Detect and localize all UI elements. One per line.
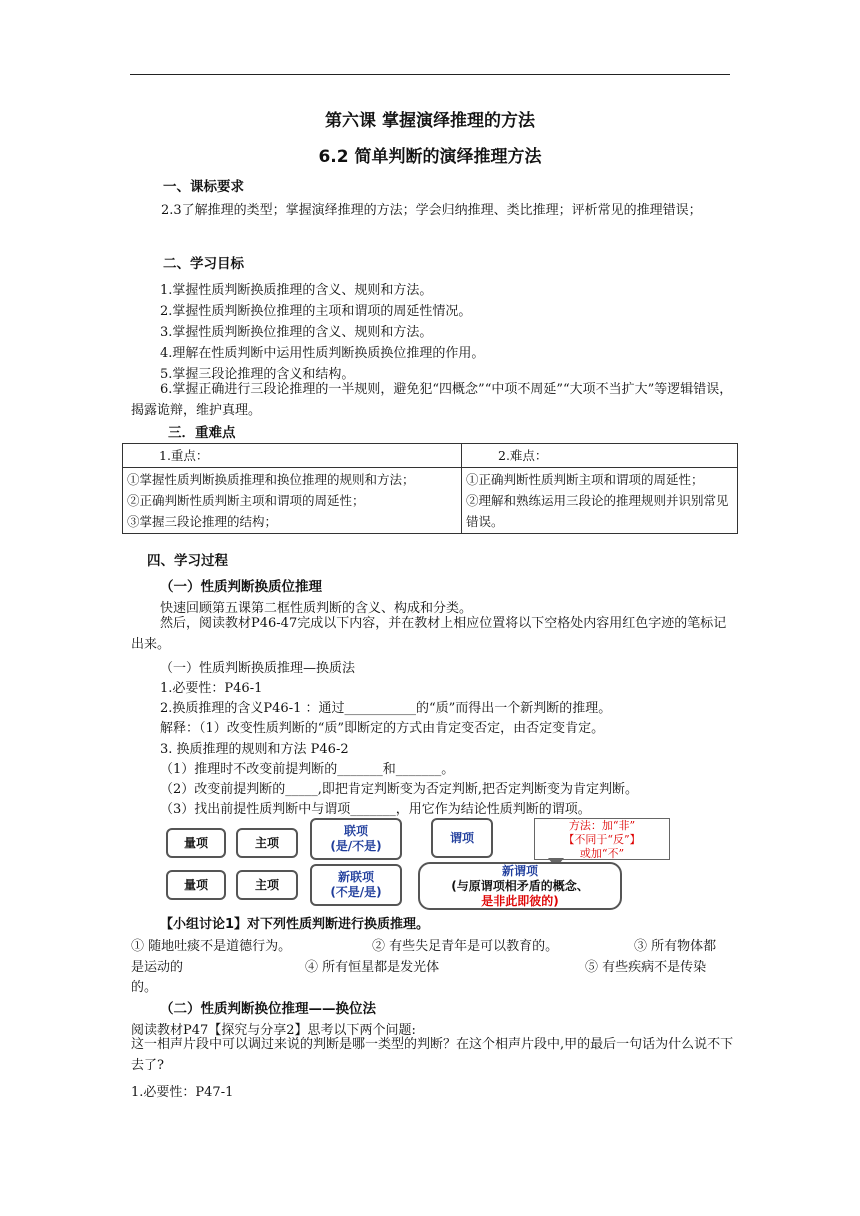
paragraph: 3. 换质推理的规则和方法 P46-2 [160, 742, 349, 757]
new-copula-label: 新联项 [337, 870, 374, 884]
key-point: ①掌握性质判断换质推理和换位推理的规则和方法； [127, 472, 415, 487]
new-copula-box [310, 864, 402, 906]
discussion-title: 【小组讨论1】对下列性质判断进行换质推理。 [160, 917, 430, 932]
page-title: 第六课 掌握演绎推理的方法 [325, 111, 535, 131]
section-heading-3: 三．重难点 [168, 425, 236, 441]
copula-box [310, 818, 402, 860]
new-predicate-desc: (与原谓项相矛盾的概念、 [451, 878, 589, 893]
new-predicate-label: 新谓项 [501, 863, 538, 878]
objective-item: 5.掌握三段论推理的含义和结构。 [160, 367, 355, 382]
key-point: ③掌握三段论推理的结构； [127, 514, 278, 529]
paragraph: 然后，阅读教材P46-47完成以下内容，并在教材上相应位置将以下空格处内容用红色字迹的笔标记出来。 [131, 616, 727, 652]
paragraph: 2.换质推理的含义P46-1 ：通过___________的“质”而得出一个新判断的推理。 [160, 701, 612, 716]
paragraph: 1.必要性：P46-1 [160, 681, 263, 696]
discussion-item: ② 有些失足青年是可以教育的。 [372, 939, 559, 954]
subject-box: 主项 [236, 870, 298, 900]
key-point: ②正确判断性质判断主项和谓项的周延性； [127, 493, 365, 508]
objective-item: 4.理解在性质判断中运用性质判断换质换位推理的作用。 [160, 346, 485, 361]
discussion-item: ① 随地吐痰不是道德行为。 [131, 939, 292, 954]
paragraph: 1.必要性：P47-1 [131, 1085, 234, 1100]
paragraph: （2）改变前提判断的_____,即把肯定判断变为否定判断,把否定判断变为肯定判断。 [160, 782, 639, 797]
quantifier-box: 量项 [166, 828, 226, 858]
new-predicate-desc-2: 是非此即彼的) [481, 893, 559, 908]
discussion-item: 是运动的 [131, 960, 184, 975]
difficulties-cell [462, 468, 738, 534]
paragraph: （一）性质判断换质推理—换质法 [160, 661, 356, 676]
paragraph: （1）推理时不改变前提判断的_______和_______。 [160, 762, 455, 777]
subsection-heading-2: （二）性质判断换位推理——换位法 [160, 1001, 376, 1017]
new-predicate-box [418, 862, 622, 910]
paragraph: 解释：（1）改变性质判断的“质”即断定的方式由肯定变否定，由否定变肯定。 [160, 721, 605, 736]
paragraph: 阅读教材P47【探究与分享2】思考以下两个问题: [131, 1023, 416, 1038]
section-1-text: 2.3了解推理的类型；掌握演绎推理的方法；学会归纳推理、类比推理；评析常见的推理错误； [161, 203, 702, 218]
subject-box: 主项 [236, 828, 298, 858]
discussion-item: ③ 所有物体都 [634, 939, 717, 954]
method-note-line: 【不同于“反”】 [563, 833, 641, 846]
new-copula-values: (不是/是) [330, 885, 382, 899]
page-subtitle: 6.2 简单判断的演绎推理方法 [318, 147, 542, 167]
difficulty: ②理解和熟练运用三段论的推理规则并识别常见错误。 [466, 493, 729, 529]
difficulty: ①正确判断性质判断主项和谓项的周延性； [466, 472, 704, 487]
discussion-item: ⑤ 有些疾病不是传染 [585, 960, 707, 975]
discussion-item: 的。 [131, 980, 158, 995]
section-heading-2: 二、学习目标 [163, 256, 244, 272]
key-points-header: 1.重点： [123, 444, 462, 468]
method-note [534, 818, 670, 860]
key-points-table [122, 443, 738, 534]
copula-label: 联项 [343, 824, 368, 838]
section-heading-1: 一、课标要求 [163, 179, 244, 195]
paragraph: （3）找出前提性质判断中与谓项_______，用它作为结论性质判断的谓项。 [160, 802, 591, 817]
objective-item: 1.掌握性质判断换质推理的含义、规则和方法。 [160, 283, 433, 298]
objective-item: 2.掌握性质判断换位推理的主项和谓项的周延性情况。 [160, 304, 472, 319]
paragraph: 快速回顾第五课第二框性质判断的含义、构成和分类。 [160, 601, 473, 616]
conversion-diagram [160, 818, 690, 910]
quantifier-box: 量项 [166, 870, 226, 900]
method-note-line: 方法：加“非” [568, 819, 636, 832]
section-heading-4: 四、学习过程 [147, 553, 228, 569]
paragraph: 这一相声片段中可以调过来说的判断是哪一类型的判断？在这个相声片段中,甲的最后一句话为什么说不下去了? [131, 1037, 734, 1073]
difficulties-header: 2.难点： [462, 444, 738, 468]
copula-values: (是/不是) [330, 839, 382, 853]
subsection-heading-1: （一）性质判断换质位推理 [160, 579, 322, 595]
header-rule [130, 74, 730, 75]
objective-item: 6.掌握正确进行三段论推理的一半规则，避免犯“四概念”“中项不周延”“大项不当扩大”等逻辑错误，揭露诡辩，维护真理。 [131, 382, 733, 418]
predicate-box: 谓项 [431, 818, 493, 858]
objective-item: 3.掌握性质判断换位推理的含义、规则和方法。 [160, 325, 433, 340]
key-points-cell [123, 468, 462, 534]
discussion-item: ④ 所有恒星都是发光体 [305, 960, 440, 975]
method-note-line: 或加“不” [579, 847, 625, 860]
